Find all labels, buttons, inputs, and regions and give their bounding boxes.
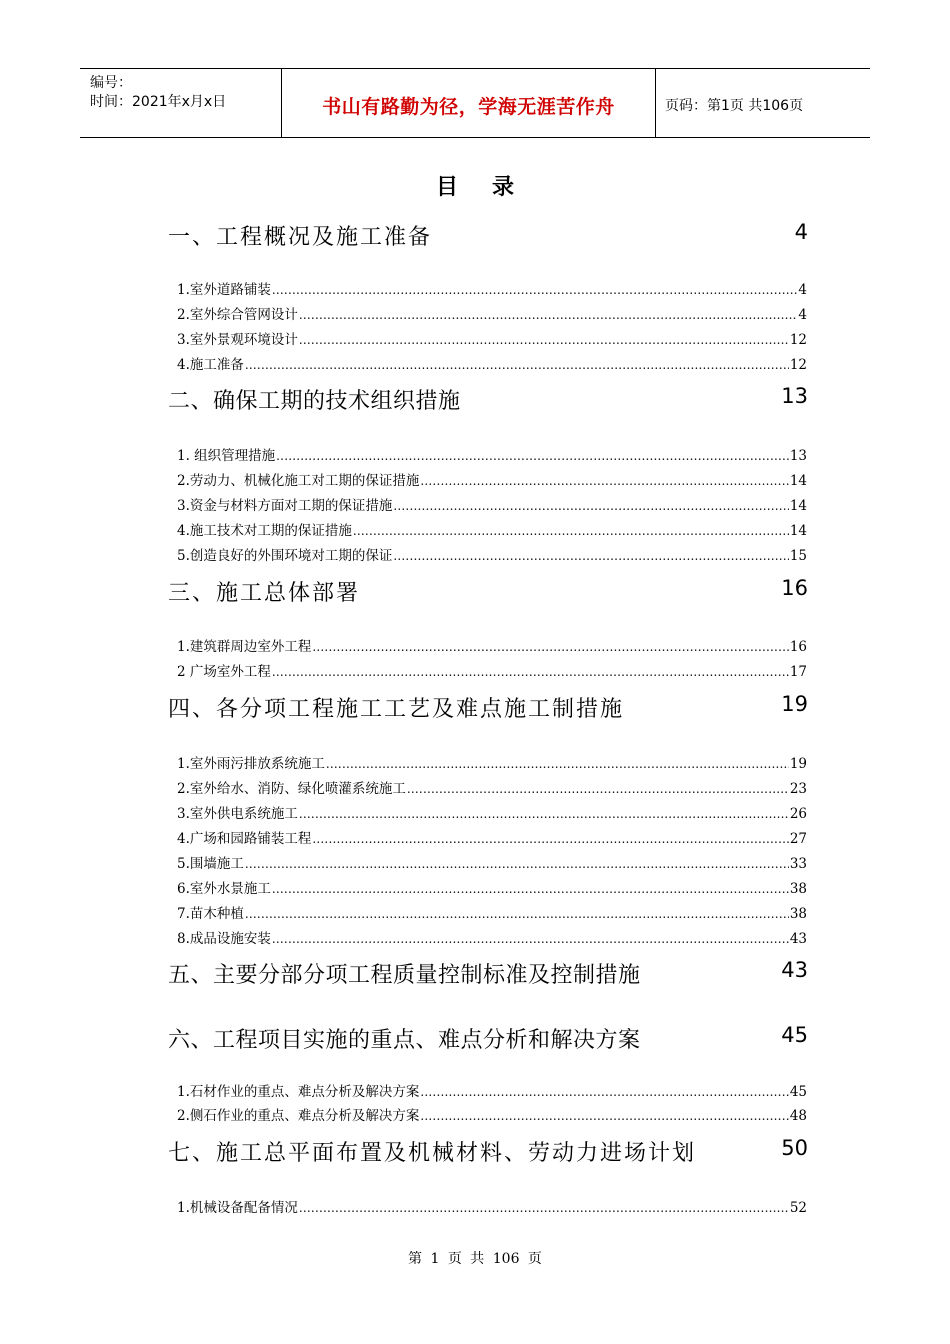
item-page: 48 [789,1108,807,1124]
item-page: 19 [789,756,807,772]
dot-leader [299,308,798,322]
toc-item[interactable] [177,469,807,489]
dot-leader [272,932,789,946]
toc-item[interactable] [177,877,807,897]
item-page: 13 [789,448,807,464]
item-page: 12 [789,332,807,348]
toc-item[interactable] [177,544,807,564]
item-page: 26 [789,806,807,822]
toc-item[interactable] [177,827,807,847]
item-page: 15 [789,548,807,564]
section-page: 43 [781,958,808,982]
section-page: 16 [781,576,808,600]
dot-leader [299,333,789,347]
item-page: 38 [789,906,807,922]
dot-leader [326,757,789,771]
dot-leader [407,782,789,796]
dot-leader [393,499,788,513]
toc-item[interactable] [177,519,807,539]
toc-item[interactable] [177,752,807,772]
dot-leader [312,832,788,846]
item-title: 5.创造良好的外围环境对工期的保证 [177,548,393,564]
toc-section[interactable] [168,576,808,608]
dot-leader [245,358,789,372]
dot-leader [312,640,788,654]
item-page: 14 [789,523,807,539]
dot-leader [420,1109,788,1123]
item-title: 2.侧石作业的重点、难点分析及解决方案 [177,1108,420,1124]
dot-leader [420,474,788,488]
item-title: 5.围墙施工 [177,856,244,872]
toc-item[interactable] [177,1080,807,1100]
item-page: 4 [798,282,807,298]
dot-leader [353,524,789,538]
item-page: 38 [789,881,807,897]
item-page: 23 [789,781,807,797]
item-title: 1.机械设备配备情况 [177,1200,298,1216]
toc-section[interactable] [168,1136,808,1168]
item-title: 3.室外供电系统施工 [177,806,298,822]
item-page: 14 [789,473,807,489]
number-label: 编号： [90,75,132,91]
header-page-cell [655,69,870,137]
item-title: 7.苗木种植 [177,906,244,922]
toc-title: 目录 [435,175,548,200]
section-title: 五、主要分部分项工程质量控制标准及控制措施 [168,963,641,988]
dot-leader [299,1201,789,1215]
dot-leader [420,1085,788,1099]
item-page: 16 [789,639,807,655]
item-title: 3.资金与材料方面对工期的保证措施 [177,498,393,514]
item-page: 12 [789,357,807,373]
toc-item[interactable] [177,802,807,822]
dot-leader [393,549,788,563]
section-page: 4 [794,220,808,244]
item-page: 14 [789,498,807,514]
item-page: 27 [789,831,807,847]
toc-item[interactable] [177,328,807,348]
item-title: 6.室外水景施工 [177,881,271,897]
toc-section[interactable] [168,692,808,724]
dot-leader [272,283,798,297]
section-page: 45 [781,1023,808,1047]
document-header [80,68,870,138]
item-page: 33 [789,856,807,872]
item-title: 2.室外综合管网设计 [177,307,298,323]
toc-section[interactable] [168,220,808,252]
toc-item[interactable] [177,1196,807,1216]
toc-section[interactable] [168,958,808,990]
item-title: 4.施工技术对工期的保证措施 [177,523,352,539]
section-page: 50 [781,1136,808,1160]
section-title: 四、各分项工程施工工艺及难点施工制措施 [168,697,625,722]
toc-section[interactable] [168,1023,808,1055]
page-info: 页码：第1页 共106页 [665,98,804,114]
dot-leader [276,449,789,463]
item-title: 3.室外景观环境设计 [177,332,298,348]
toc-item[interactable] [177,902,807,922]
item-page: 4 [798,307,807,323]
section-title: 一、工程概况及施工准备 [168,225,433,250]
header-meta-cell [80,69,281,137]
section-title: 七、施工总平面布置及机械材料、劳动力进场计划 [168,1141,697,1166]
dot-leader [245,907,789,921]
toc-item[interactable] [177,494,807,514]
item-title: 1.室外雨污排放系统施工 [177,756,325,772]
item-title: 4.施工准备 [177,357,244,373]
item-title: 4.广场和园路铺装工程 [177,831,312,847]
item-title: 2.室外给水、消防、绿化喷灌系统施工 [177,781,406,797]
toc-item[interactable] [177,927,807,947]
toc-item[interactable] [177,777,807,797]
item-page: 43 [789,931,807,947]
item-title: 1.建筑群周边室外工程 [177,639,312,655]
dot-leader [245,857,789,871]
item-page: 45 [789,1084,807,1100]
item-title: 8.成品设施安装 [177,931,271,947]
dot-leader [272,882,789,896]
item-page: 17 [789,664,807,680]
toc-item[interactable] [177,303,807,323]
item-title: 2.劳动力、机械化施工对工期的保证措施 [177,473,420,489]
toc-item[interactable] [177,444,807,464]
section-title: 二、确保工期的技术组织措施 [168,389,461,414]
toc-item[interactable] [177,852,807,872]
item-page: 52 [789,1200,807,1216]
page-footer: 第 1 页 共 106 页 [408,1251,542,1267]
section-page: 19 [781,692,808,716]
item-title: 2 广场室外工程 [177,664,271,680]
item-title: 1.石材作业的重点、难点分析及解决方案 [177,1084,420,1100]
dot-leader [272,665,789,679]
item-title: 1. 组织管理措施 [177,448,276,464]
motto: 书山有路勤为径，学海无涯苦作舟 [322,96,615,118]
toc-item[interactable] [177,1104,807,1124]
toc-item[interactable] [177,278,807,298]
toc-item[interactable] [177,660,807,680]
section-page: 13 [781,384,808,408]
header-motto-cell [281,69,656,137]
dot-leader [299,807,789,821]
date-label: 时间：2021年x月x日 [90,94,227,110]
item-title: 1.室外道路铺装 [177,282,271,298]
section-title: 六、工程项目实施的重点、难点分析和解决方案 [168,1028,641,1053]
toc-item[interactable] [177,353,807,373]
toc-section[interactable] [168,384,808,416]
section-title: 三、施工总体部署 [168,581,361,606]
toc-item[interactable] [177,635,807,655]
